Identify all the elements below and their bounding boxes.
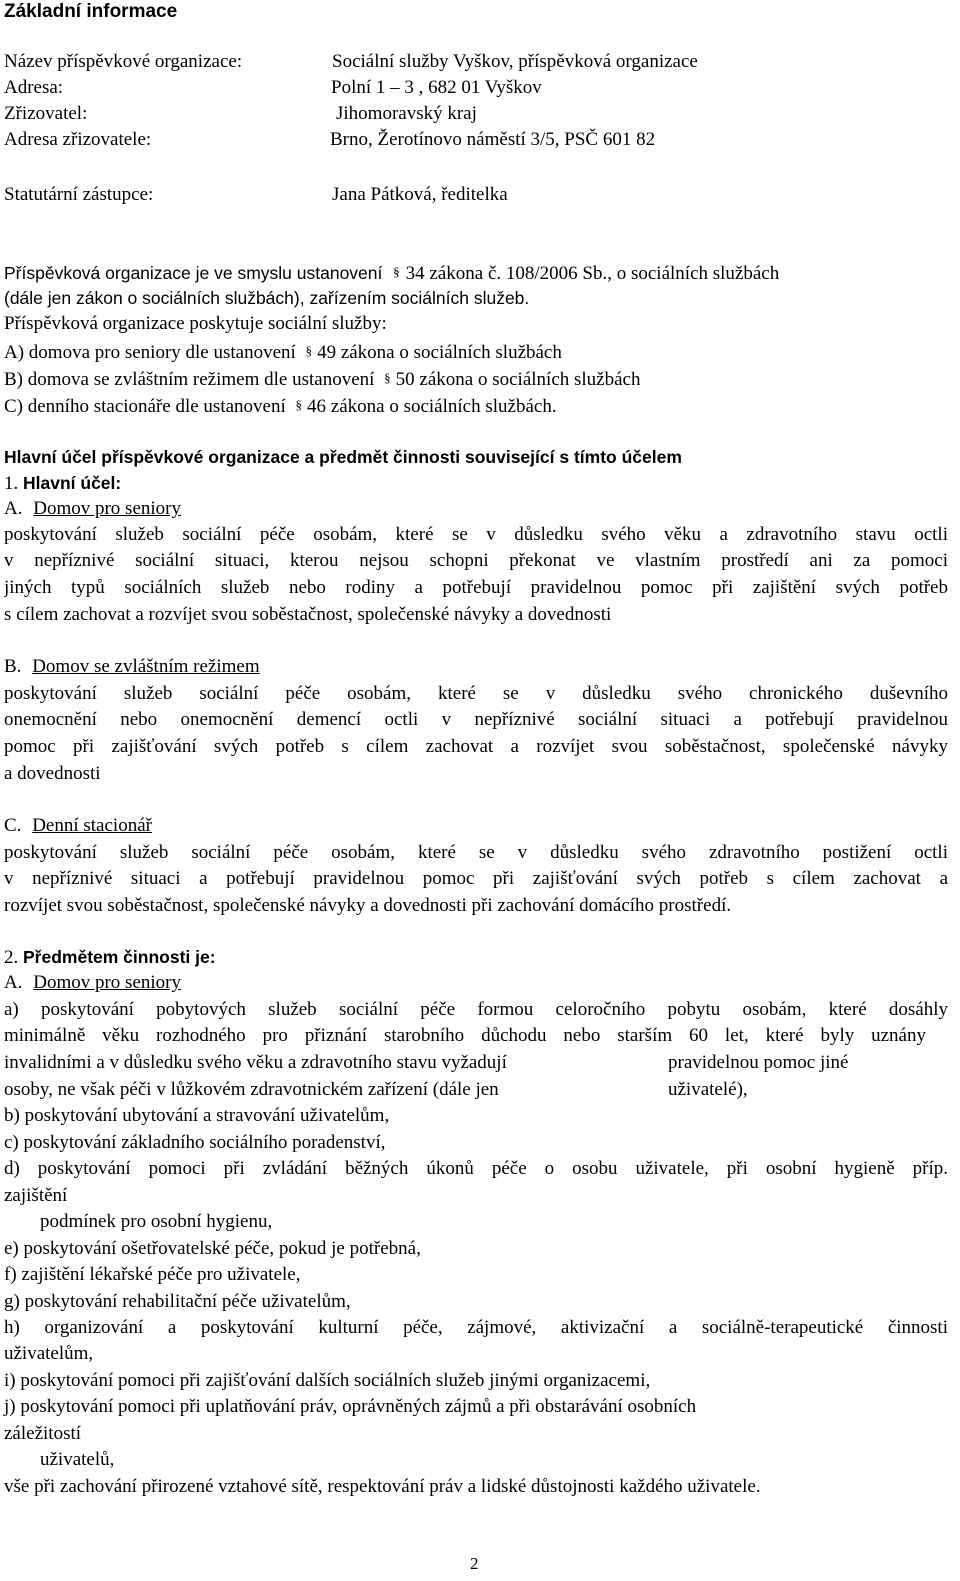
paragraph-line: jiných typů sociálních služeb nebo rodiny a potřebují pravidelnou pomoc při zajištění svých potřeb	[4, 577, 948, 598]
list-item: g) poskytování rehabilitační péče uživatelům,	[4, 1291, 351, 1312]
intro-line: Příspěvková organizace poskytuje sociální služby:	[4, 313, 387, 334]
list-item-line: podmínek pro osobní hygienu,	[40, 1211, 273, 1232]
item-title: Denní stacionář	[32, 815, 152, 836]
list-item-line: pravidelnou pomoc jiné	[668, 1052, 849, 1073]
item-letter: A.	[4, 498, 23, 519]
info-label: Zřizovatel:	[4, 103, 88, 124]
item-letter: C.	[4, 815, 22, 836]
list-item: b) poskytování ubytování a stravování uživatelům,	[4, 1105, 390, 1126]
paragraph-sign: §	[384, 370, 391, 385]
activity-label: Předmětem činnosti je:	[23, 947, 216, 967]
page-number: 2	[470, 1554, 479, 1573]
paragraph-line: a dovednosti	[4, 763, 101, 784]
service-item	[4, 393, 557, 419]
intro-line: (dále jen zákon o sociálních službách), zařízením sociálních služeb.	[4, 288, 530, 308]
paragraph-sign: §	[305, 343, 313, 358]
item-title: Domov se zvláštním režimem	[32, 656, 260, 677]
intro-text: , o sociálních službách	[607, 263, 780, 284]
item-letter: A.	[4, 972, 23, 993]
list-item-line: uživatelé),	[668, 1079, 748, 1100]
list-item: j) poskytování pomoci při uplatňování práv, oprávněných zájmů a při obstarávání osobních	[4, 1396, 697, 1417]
paragraph-line: s cílem zachovat a rozvíjet svou soběstačnost, společenské návyky a dovednosti	[4, 604, 612, 625]
info-label: Název příspěvkové organizace:	[4, 51, 243, 72]
service-text: C) denního stacionáře dle ustanovení	[4, 396, 286, 417]
info-value: Sociální služby Vyškov, příspěvková organizace	[332, 51, 698, 72]
activity-a-heading	[4, 971, 181, 995]
section-number: 2.	[4, 947, 19, 968]
info-value: Brno, Žerotínovo náměstí 3/5, PSČ 601 82	[330, 129, 656, 150]
intro-law-ref: 34 zákona č. 108/2006 Sb.	[405, 263, 608, 284]
paragraph-line: poskytování služeb sociální péče osobám, které se v důsledku svého zdravotního postižení octli	[4, 842, 948, 863]
list-item-line: uživatelů,	[40, 1449, 115, 1470]
info-label: Adresa:	[4, 77, 64, 98]
service-text: A) domova pro seniory dle ustanovení	[4, 342, 296, 363]
info-label: Adresa zřizovatele:	[4, 129, 152, 150]
list-item-line: osoby, ne však péči v lůžkovém zdravotnickém zařízení (dále jen	[4, 1079, 499, 1100]
list-item-line: uživatelům,	[4, 1343, 94, 1364]
service-text: 49 zákona o sociálních službách	[317, 342, 562, 363]
list-item: i) poskytování pomoci při zajišťování dalších sociálních služeb jinými organizacemi,	[4, 1370, 651, 1391]
purpose-title: Hlavní účel příspěvkové organizace a předmět činnosti související s tímto účelem	[4, 447, 682, 467]
list-item: h) organizování a poskytování kulturní péče, zájmové, aktivizační a sociálně-terapeutické činnosti	[4, 1317, 948, 1338]
list-item-line: invalidními a v důsledku svého věku a zdravotního stavu vyžadují	[4, 1052, 507, 1073]
item-letter: B.	[4, 656, 22, 677]
paragraph-line: rozvíjet svou soběstačnost, společenské návyky a dovednosti při zachování domácího prostředí.	[4, 895, 732, 916]
service-text: 50 zákona o sociálních službách	[395, 369, 641, 390]
service-text: B) domova se zvláštním režimem dle ustanovení	[4, 369, 375, 390]
info-label: Statutární zástupce:	[4, 184, 154, 205]
activity-heading	[4, 945, 216, 970]
main-purpose-heading	[4, 471, 121, 496]
paragraph-line: poskytování služeb sociální péče osobám, které se v důsledku svého věku a zdravotního stavu octli	[4, 524, 948, 545]
paragraph-line: v nepříznivé situaci a potřebují pravidelnou pomoc při zajišťování svých potřeb s cílem zachovat a	[4, 868, 948, 889]
main-purpose-label: Hlavní účel:	[23, 473, 122, 493]
service-item	[4, 339, 562, 365]
list-item: e) poskytování ošetřovatelské péče, pokud je potřebná,	[4, 1238, 421, 1259]
list-item-line: záležitostí	[4, 1423, 82, 1444]
info-value: Jihomoravský kraj	[336, 103, 477, 124]
service-text: 46 zákona o sociálních službách.	[307, 396, 557, 417]
intro-text: Příspěvková organizace je ve smyslu ustanovení	[4, 263, 383, 283]
paragraph-sign: §	[295, 397, 303, 412]
service-item	[4, 366, 640, 392]
paragraph-line: v nepříznivé sociální situaci, kterou nejsou schopni překonat ve vlastním prostředí ani za pomoci	[4, 550, 948, 571]
purpose-a-heading	[4, 497, 181, 521]
section-number: 1.	[4, 473, 19, 494]
paragraph-sign: §	[393, 264, 400, 279]
list-item-line: minimálně věku rozhodného pro přiznání starobního důchodu nebo starším 60 let, které byly uznány	[4, 1025, 926, 1046]
list-item: a) poskytování pobytových služeb sociální péče formou celoročního pobytu osobám, které dosáhly	[4, 999, 948, 1020]
closing-line: vše při zachování přirozené vztahové sítě, respektování práv a lidské důstojnosti každého uživatele.	[4, 1476, 761, 1497]
purpose-b-heading	[4, 655, 260, 679]
item-title: Domov pro seniory	[33, 498, 181, 519]
list-item: f) zajištění lékařské péče pro uživatele,	[4, 1264, 301, 1285]
list-item-line: zajištění	[4, 1185, 68, 1206]
item-title: Domov pro seniory	[33, 972, 181, 993]
info-value: Polní 1 – 3 , 682 01 Vyškov	[331, 77, 542, 98]
intro-line	[4, 260, 779, 286]
paragraph-line: onemocnění nebo onemocnění demencí octli v nepříznivé sociální situaci a potřebují pravidelnou	[4, 709, 948, 730]
list-item: c) poskytování základního sociálního poradenství,	[4, 1132, 386, 1153]
paragraph-line: pomoc při zajišťování svých potřeb s cílem zachovat a rozvíjet svou soběstačnost, společenské návyky	[4, 736, 948, 757]
section-heading: Základní informace	[4, 1, 178, 22]
info-value: Jana Pátková, ředitelka	[332, 184, 508, 205]
paragraph-line: poskytování služeb sociální péče osobám, které se v důsledku svého chronického duševního	[4, 683, 948, 704]
purpose-c-heading	[4, 814, 152, 838]
list-item: d) poskytování pomoci při zvládání běžných úkonů péče o osobu uživatele, při osobní hygieně příp.	[4, 1158, 948, 1179]
